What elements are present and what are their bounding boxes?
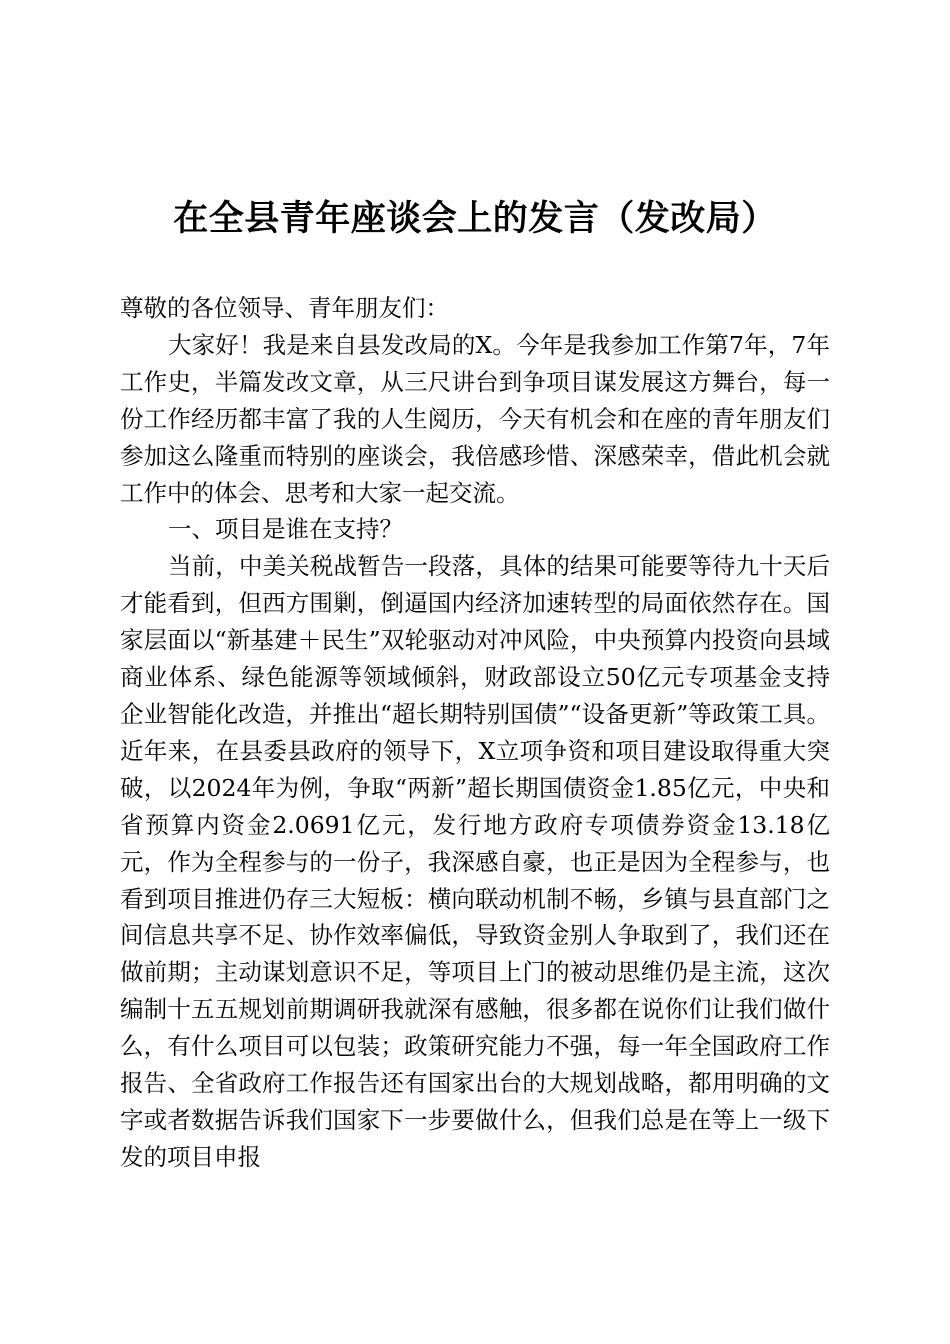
- document-title: 在全县青年座谈会上的发言（发改局）: [173, 198, 777, 239]
- document-body: [120, 290, 830, 1176]
- intro-paragraph: 大家好！我是来自县发改局的X。今年是我参加工作第7年，7年工作史，半篇发改文章，从三尺讲台到争项目谋发展这方舞台，每一份工作经历都丰富了我的人生阅历，今天有机会和在座的青年朋友们参加这么隆重而特别的座谈会，我倍感珍惜、深感荣幸，借此机会就工作中的体会、思考和大家一起交流。: [120, 330, 830, 507]
- salutation: 尊敬的各位领导、青年朋友们：: [120, 294, 449, 322]
- section-heading-1: 一、项目是谁在支持？: [168, 515, 403, 544]
- section-1-paragraph: 当前，中美关税战暂告一段落，具体的结果可能要等待九十天后才能看到，但西方围剿，倒逼国内经济加速转型的局面依然存在。国家层面以“新基建＋民生”双轮驱动对冲风险，中央预算内投资向县域商业体系、绿色能源等领域倾斜，财政部设立50亿元专项基金支持企业智能化改造，并推出“超长期特别国债”“设备更新”等政策工具。近年来，在县委县政府的领导下，X立项争资和项目建设取得重大突破，以2024年为例，争取“两新”超长期国债资金1.85亿元，中央和省预算内资金2.0691亿元，发行地方政府专项债券资金13.18亿元，作为全程参与的一份子，我深感自豪，也正是因为全程参与，也看到项目推进仍存三大短板：横向联动机制不畅，乡镇与县直部门之间信息共享不足、协作效率偏低，导致资金别人争取到了，我们还在做前期；主动谋划意识不足，等项目上门的被动思维仍是主流，这次编制十五五规划前期调研我就深有感触，很多都在说你们让我们做什么，有什么项目可以包装；政策研究能力不强，每一年全国政府工作报告、全省政府工作报告还有国家出台的大规划战略，都用明确的文字或者数据告诉我们国家下一步要做什么，但我们总是在等上一级下发的项目申报: [120, 552, 830, 1171]
